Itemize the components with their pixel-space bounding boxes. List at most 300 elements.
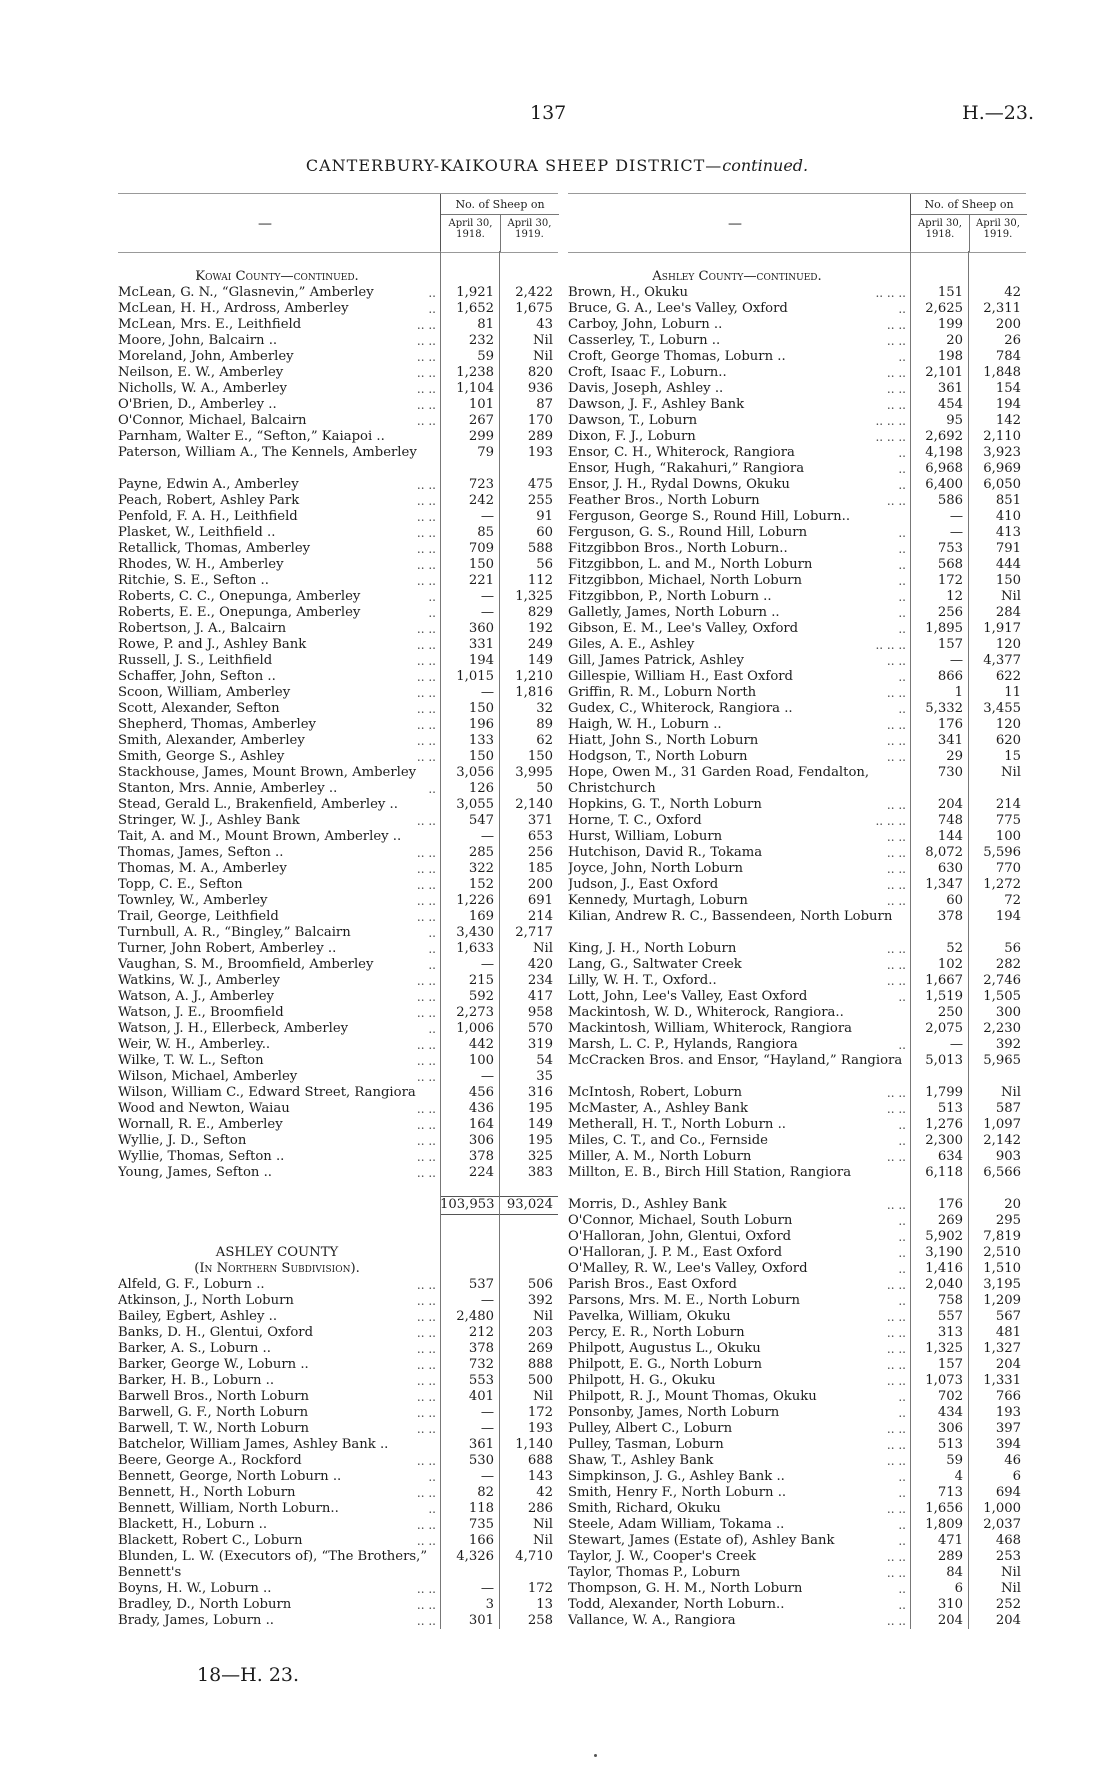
table-row bbox=[568, 1597, 1026, 1613]
page-number: 137 bbox=[530, 102, 567, 124]
leader-dots: .. bbox=[428, 286, 436, 300]
table-row bbox=[568, 429, 1026, 445]
leader-dots: .. .. bbox=[886, 318, 906, 332]
sheep-1919: 54 bbox=[536, 1053, 553, 1068]
leader-dots: .. .. bbox=[886, 398, 906, 412]
holder-name: Barker, George W., Loburn .. bbox=[118, 1357, 309, 1372]
leader-dots: .. .. bbox=[416, 558, 436, 572]
sheep-1918: 59 bbox=[477, 349, 494, 364]
table-row bbox=[118, 333, 558, 349]
holder-name: Retallick, Thomas, Amberley bbox=[118, 541, 311, 556]
leader-dots: .. bbox=[898, 670, 906, 684]
section-heading bbox=[118, 269, 436, 285]
sheep-1919: 282 bbox=[995, 957, 1021, 972]
sheep-1918: 553 bbox=[468, 1373, 494, 1388]
sheep-1919: 193 bbox=[995, 1405, 1021, 1420]
leader-dots: .. .. bbox=[416, 622, 436, 636]
column-1918 bbox=[911, 218, 969, 240]
table-row bbox=[118, 1277, 558, 1293]
holder-name: Pulley, Albert C., Loburn bbox=[568, 1421, 733, 1436]
leader-dots: .. .. bbox=[416, 1582, 436, 1596]
sheep-1918: — bbox=[480, 605, 494, 620]
table-row bbox=[568, 1053, 1026, 1085]
sheep-1919: 1,097 bbox=[983, 1117, 1021, 1132]
spacer-row bbox=[118, 1213, 558, 1229]
holder-name: Casserley, T., Loburn .. bbox=[568, 333, 721, 348]
leader-dots: .. .. bbox=[886, 750, 906, 764]
sheep-1919: 195 bbox=[527, 1133, 553, 1148]
table-row bbox=[118, 1165, 558, 1181]
table-row bbox=[118, 781, 558, 797]
table-row bbox=[118, 1101, 558, 1117]
sheep-1919: 56 bbox=[536, 557, 553, 572]
sheep-1918: 748 bbox=[937, 813, 963, 828]
sheep-1918: 454 bbox=[937, 397, 963, 412]
leader-dots: .. .. bbox=[416, 1486, 436, 1500]
leader-dots: .. .. bbox=[416, 1070, 436, 1084]
sheep-1919: 200 bbox=[527, 877, 553, 892]
table-row bbox=[118, 541, 558, 557]
sheep-1919: 100 bbox=[995, 829, 1021, 844]
table-row bbox=[568, 525, 1026, 541]
sheep-1918: 758 bbox=[937, 1293, 963, 1308]
table-row bbox=[118, 733, 558, 749]
holder-name: Smith, Alexander, Amberley bbox=[118, 733, 305, 748]
leader-dots: .. .. bbox=[416, 1614, 436, 1628]
leader-dots: .. .. bbox=[416, 382, 436, 396]
sheep-1918: 95 bbox=[946, 413, 963, 428]
sheep-1919: Nil bbox=[533, 333, 553, 348]
sheep-1918: 133 bbox=[468, 733, 494, 748]
sheep-1918: 1,226 bbox=[456, 893, 494, 908]
leader-dots: .. .. bbox=[416, 910, 436, 924]
table-row bbox=[568, 1021, 1026, 1037]
sheep-1919: 89 bbox=[536, 717, 553, 732]
table-row bbox=[118, 1613, 558, 1629]
sheep-count-header bbox=[910, 194, 1027, 252]
table-row bbox=[568, 685, 1026, 701]
sheep-1919: 192 bbox=[527, 621, 553, 636]
sheep-1919: 249 bbox=[527, 637, 553, 652]
leader-dots: .. .. bbox=[886, 894, 906, 908]
table-row bbox=[568, 1197, 1026, 1213]
sheep-1918: 1,633 bbox=[456, 941, 494, 956]
column-1918 bbox=[441, 218, 500, 240]
table-row bbox=[568, 1101, 1026, 1117]
sheep-1918: 866 bbox=[937, 669, 963, 684]
leader-dots: .. bbox=[898, 1470, 906, 1484]
table-row bbox=[568, 365, 1026, 381]
sheep-1918: 144 bbox=[937, 829, 963, 844]
sheep-1919: 936 bbox=[527, 381, 553, 396]
sheep-1918: 85 bbox=[477, 525, 494, 540]
table-row bbox=[568, 1469, 1026, 1485]
sheep-count-header bbox=[440, 194, 559, 252]
table-row bbox=[568, 397, 1026, 413]
sheep-1918: 285 bbox=[468, 845, 494, 860]
holder-name: Gill, James Patrick, Ashley bbox=[568, 653, 744, 668]
sheep-1918: 101 bbox=[468, 397, 494, 412]
sheep-1919: 2,110 bbox=[983, 429, 1021, 444]
holder-name: Joyce, John, North Loburn bbox=[568, 861, 744, 876]
leader-dots: .. bbox=[898, 558, 906, 572]
sheep-1918: 289 bbox=[937, 1549, 963, 1564]
table-row bbox=[118, 1389, 558, 1405]
sheep-1919: Nil bbox=[1001, 1565, 1021, 1580]
table-row bbox=[568, 605, 1026, 621]
holder-name: Bruce, G. A., Lee's Valley, Oxford bbox=[568, 301, 788, 316]
leader-dots: .. bbox=[898, 1406, 906, 1420]
table-row bbox=[118, 1021, 558, 1037]
holder-name: McMaster, A., Ashley Bank bbox=[568, 1101, 748, 1116]
holder-name: Ensor, Hugh, “Rakahuri,” Rangiora bbox=[568, 461, 805, 476]
sheep-1919: 1,327 bbox=[983, 1341, 1021, 1356]
sheep-1918: 1,799 bbox=[925, 1085, 963, 1100]
table-row bbox=[568, 1581, 1026, 1597]
sheep-1919: 775 bbox=[995, 813, 1021, 828]
leader-dots: .. .. bbox=[416, 1310, 436, 1324]
holder-name: Weir, W. H., Amberley.. bbox=[118, 1037, 271, 1052]
sheep-1919: 410 bbox=[995, 509, 1021, 524]
sheep-1919: 42 bbox=[1004, 285, 1021, 300]
holder-name: Giles, A. E., Ashley bbox=[568, 637, 695, 652]
leader-dots: .. .. bbox=[416, 1150, 436, 1164]
sheep-1918: — bbox=[480, 1069, 494, 1084]
sheep-1918: 1,347 bbox=[925, 877, 963, 892]
sheep-1919: 258 bbox=[527, 1613, 553, 1628]
leader-dots: .. .. bbox=[416, 638, 436, 652]
title-main: CANTERBURY-KAIKOURA SHEEP DISTRICT— bbox=[305, 156, 723, 175]
table-row bbox=[118, 557, 558, 573]
holder-name: Morris, D., Ashley Bank bbox=[568, 1197, 727, 1212]
holder-name: Judson, J., East Oxford bbox=[568, 877, 719, 892]
sheep-1918: 2,101 bbox=[925, 365, 963, 380]
sheep-1918: 1,809 bbox=[925, 1517, 963, 1532]
leader-dots: .. .. bbox=[416, 654, 436, 668]
holder-name: Fitzgibbon, L. and M., North Loburn bbox=[568, 557, 813, 572]
ink-dot bbox=[594, 1754, 597, 1757]
sheep-1918: 194 bbox=[468, 653, 494, 668]
sheep-1919: 194 bbox=[995, 909, 1021, 924]
leader-dots: .. .. bbox=[416, 734, 436, 748]
sheep-1918: 6,118 bbox=[925, 1165, 963, 1180]
holder-name: Plasket, W., Leithfield .. bbox=[118, 525, 276, 540]
section-heading-text: Kowai County—continued. bbox=[195, 269, 359, 284]
holder-name: Nicholls, W. A., Amberley bbox=[118, 381, 287, 396]
sheep-1918: 378 bbox=[937, 909, 963, 924]
holder-name: Croft, Isaac F., Loburn.. bbox=[568, 365, 727, 380]
leader-dots: .. .. bbox=[886, 718, 906, 732]
leader-dots: .. bbox=[898, 1518, 906, 1532]
sheep-1918: 513 bbox=[937, 1437, 963, 1452]
holder-name: Beere, George A., Rockford bbox=[118, 1453, 302, 1468]
sheep-1919: 142 bbox=[995, 413, 1021, 428]
holder-name: Ensor, J. H., Rydal Downs, Okuku bbox=[568, 477, 790, 492]
leader-dots: .. .. bbox=[416, 862, 436, 876]
table-row bbox=[118, 1085, 558, 1101]
sheep-1918: — bbox=[949, 525, 963, 540]
table-row bbox=[568, 1309, 1026, 1325]
table-row bbox=[568, 1165, 1026, 1197]
sheep-1919: 1,917 bbox=[983, 621, 1021, 636]
holder-name: Peach, Robert, Ashley Park bbox=[118, 493, 300, 508]
table-row bbox=[568, 1261, 1026, 1277]
holder-name: McLean, H. H., Ardross, Amberley bbox=[118, 301, 349, 316]
leader-dots: .. .. bbox=[416, 1038, 436, 1052]
holder-name: Roberts, C. C., Onepunga, Amberley bbox=[118, 589, 361, 604]
table-row bbox=[118, 605, 558, 621]
sheep-1918: 702 bbox=[937, 1389, 963, 1404]
sheep-1919: 587 bbox=[995, 1101, 1021, 1116]
holder-name: Vallance, W. A., Rangiora bbox=[568, 1613, 736, 1628]
sheep-1918: 2,075 bbox=[925, 1021, 963, 1036]
sheep-1919: 295 bbox=[995, 1213, 1021, 1228]
sheep-1918: 256 bbox=[937, 605, 963, 620]
holder-name: Lang, G., Saltwater Creek bbox=[568, 957, 742, 972]
sheep-1919: 958 bbox=[527, 1005, 553, 1020]
holder-name: Alfeld, G. F., Loburn .. bbox=[118, 1277, 265, 1292]
holder-name: Schaffer, John, Sefton .. bbox=[118, 669, 276, 684]
sheep-1918: 360 bbox=[468, 621, 494, 636]
sheep-1918: 5,332 bbox=[925, 701, 963, 716]
leader-dots: .. bbox=[428, 302, 436, 316]
table-row bbox=[568, 1533, 1026, 1549]
table-row bbox=[568, 637, 1026, 653]
sheep-1919: 286 bbox=[527, 1501, 553, 1516]
table-row bbox=[118, 381, 558, 397]
sheep-1919: 1,272 bbox=[983, 877, 1021, 892]
holder-name: McCracken Bros. and Ensor, “Hayland,” Rangiora bbox=[568, 1053, 903, 1068]
header-divider bbox=[500, 214, 501, 252]
holder-name: Horne, T. C., Oxford bbox=[568, 813, 702, 828]
sheep-1918: 5,902 bbox=[925, 1229, 963, 1244]
sheep-1919: 1,331 bbox=[983, 1373, 1021, 1388]
table-row bbox=[118, 1325, 558, 1341]
leader-dots: .. bbox=[428, 1022, 436, 1036]
holder-name: O'Halloran, John, Glentui, Oxford bbox=[568, 1229, 792, 1244]
holder-name: Topp, C. E., Sefton bbox=[118, 877, 243, 892]
holder-name: Scoon, William, Amberley bbox=[118, 685, 291, 700]
sheep-1918: 401 bbox=[468, 1389, 494, 1404]
sheep-1919: 1,848 bbox=[983, 365, 1021, 380]
holder-name: Ponsonby, James, North Loburn bbox=[568, 1405, 780, 1420]
leader-dots: .. .. bbox=[886, 494, 906, 508]
sheep-1918: 1,276 bbox=[925, 1117, 963, 1132]
table-row bbox=[118, 765, 558, 781]
table-row bbox=[118, 493, 558, 509]
holder-name: McLean, Mrs. E., Leithfield bbox=[118, 317, 302, 332]
table-row bbox=[118, 1117, 558, 1133]
leader-dots: .. .. bbox=[416, 686, 436, 700]
table-row bbox=[568, 1613, 1026, 1629]
table-row bbox=[568, 1037, 1026, 1053]
column-1919 bbox=[969, 218, 1027, 240]
leader-dots: .. .. bbox=[416, 1054, 436, 1068]
holder-name: Davis, Joseph, Ashley .. bbox=[568, 381, 724, 396]
leader-dots: .. .. .. bbox=[875, 414, 906, 428]
table-row bbox=[118, 829, 558, 845]
holder-name: Thomas, M. A., Amberley bbox=[118, 861, 287, 876]
sheep-1918: 3,055 bbox=[456, 797, 494, 812]
table-row bbox=[568, 333, 1026, 349]
sheep-1918: 150 bbox=[468, 749, 494, 764]
holder-name: Carboy, John, Loburn .. bbox=[568, 317, 723, 332]
sheep-1919: 2,140 bbox=[515, 797, 553, 812]
sheep-1918: — bbox=[480, 1581, 494, 1596]
sheep-1918: — bbox=[480, 685, 494, 700]
sheep-1918: 471 bbox=[937, 1533, 963, 1548]
table-row bbox=[118, 1373, 558, 1389]
table-row bbox=[568, 1357, 1026, 1373]
table-row bbox=[568, 1149, 1026, 1165]
spacer-row bbox=[118, 1229, 558, 1245]
sheep-1919: 6,969 bbox=[983, 461, 1021, 476]
table-header bbox=[568, 193, 1026, 253]
sheep-1919: 203 bbox=[527, 1325, 553, 1340]
sheep-1919: 417 bbox=[527, 989, 553, 1004]
sheep-1918: 29 bbox=[946, 749, 963, 764]
holder-name: Brown, H., Okuku bbox=[568, 285, 688, 300]
column-1919 bbox=[500, 218, 559, 240]
sheep-1919: 3,995 bbox=[515, 765, 553, 780]
table-row bbox=[568, 445, 1026, 461]
sheep-1918: 456 bbox=[468, 1085, 494, 1100]
sheep-1919: 194 bbox=[995, 397, 1021, 412]
holder-name: Bennett, George, North Loburn .. bbox=[118, 1469, 342, 1484]
sheep-1918: 2,040 bbox=[925, 1277, 963, 1292]
sheep-1918: 378 bbox=[468, 1149, 494, 1164]
sheep-1919: 56 bbox=[1004, 941, 1021, 956]
holder-name: Banks, D. H., Glentui, Oxford bbox=[118, 1325, 314, 1340]
sheep-1918: 172 bbox=[937, 573, 963, 588]
sheep-1919: 62 bbox=[536, 733, 553, 748]
holder-name: Wyllie, J. D., Sefton bbox=[118, 1133, 247, 1148]
table-row bbox=[568, 1389, 1026, 1405]
sheep-1918: — bbox=[949, 653, 963, 668]
sheep-1919: 214 bbox=[995, 797, 1021, 812]
sheep-1918: 306 bbox=[468, 1133, 494, 1148]
holder-name: Wilson, Michael, Amberley bbox=[118, 1069, 298, 1084]
table-row bbox=[568, 701, 1026, 717]
sheep-1918: 103,953 bbox=[440, 1197, 495, 1212]
leader-dots: .. bbox=[428, 590, 436, 604]
leader-dots: .. .. bbox=[416, 990, 436, 1004]
table-row bbox=[118, 621, 558, 637]
sheep-1918: 3,430 bbox=[456, 925, 494, 940]
table-row bbox=[118, 285, 558, 301]
sheep-1919: 688 bbox=[527, 1453, 553, 1468]
rule-left bbox=[440, 251, 441, 1629]
col1-line1: April 30, bbox=[448, 218, 493, 229]
table-row bbox=[118, 909, 558, 925]
sheep-1919: 172 bbox=[527, 1405, 553, 1420]
leader-dots: .. .. .. bbox=[875, 286, 906, 300]
sheep-1919: 284 bbox=[995, 605, 1021, 620]
leader-dots: .. bbox=[898, 590, 906, 604]
sheep-1918: 3,056 bbox=[456, 765, 494, 780]
sheep-1918: 1,895 bbox=[925, 621, 963, 636]
leader-dots: .. bbox=[898, 1134, 906, 1148]
leader-dots: .. .. bbox=[416, 1278, 436, 1292]
table-row bbox=[118, 1517, 558, 1533]
holder-name: Todd, Alexander, North Loburn.. bbox=[568, 1597, 785, 1612]
table-row bbox=[118, 1293, 558, 1309]
sheep-1919: 185 bbox=[527, 861, 553, 876]
holder-name: Roberts, E. E., Onepunga, Amberley bbox=[118, 605, 361, 620]
holder-name: Townley, W., Amberley bbox=[118, 893, 268, 908]
sheep-1919: 195 bbox=[527, 1101, 553, 1116]
sheep-1919: 4,377 bbox=[983, 653, 1021, 668]
sheep-1919: 46 bbox=[1004, 1453, 1021, 1468]
leader-dots: .. .. bbox=[416, 1454, 436, 1468]
sheep-1919: 256 bbox=[527, 845, 553, 860]
leader-dots: .. bbox=[428, 606, 436, 620]
table-row bbox=[568, 653, 1026, 669]
sheep-1919: 35 bbox=[536, 1069, 553, 1084]
sheep-1919: 3,923 bbox=[983, 445, 1021, 460]
holder-name: Wilson, William C., Edward Street, Rangiora bbox=[118, 1085, 416, 1100]
sheep-1919: 20 bbox=[1004, 1197, 1021, 1212]
sheep-1919: 770 bbox=[995, 861, 1021, 876]
table-row bbox=[118, 717, 558, 733]
table-row bbox=[568, 1485, 1026, 1501]
holder-name: Rhodes, W. H., Amberley bbox=[118, 557, 284, 572]
sheep-1918: 301 bbox=[468, 1613, 494, 1628]
holder-name: Robertson, J. A., Balcairn bbox=[118, 621, 287, 636]
sheep-1918: 1,006 bbox=[456, 1021, 494, 1036]
sheep-1918: 52 bbox=[946, 941, 963, 956]
sheep-1919: 1,816 bbox=[515, 685, 553, 700]
sheep-1918: 267 bbox=[468, 413, 494, 428]
sheep-1919: 32 bbox=[536, 701, 553, 716]
sheep-1918: 1,416 bbox=[925, 1261, 963, 1276]
sheep-1919: 784 bbox=[995, 349, 1021, 364]
table-row bbox=[568, 1277, 1026, 1293]
sheep-1919: 5,596 bbox=[983, 845, 1021, 860]
sheep-1918: — bbox=[480, 1421, 494, 1436]
sheep-1918: 709 bbox=[468, 541, 494, 556]
holder-name: Fitzgibbon Bros., North Loburn.. bbox=[568, 541, 788, 556]
table-row bbox=[118, 861, 558, 877]
leader-dots: .. .. .. bbox=[875, 814, 906, 828]
header-dash: — bbox=[258, 216, 272, 232]
sheep-1918: 1,015 bbox=[456, 669, 494, 684]
table-row bbox=[568, 1341, 1026, 1357]
leader-dots: .. .. bbox=[416, 1358, 436, 1372]
sheep-1918: 2,692 bbox=[925, 429, 963, 444]
table-row bbox=[568, 1245, 1026, 1261]
table-row bbox=[568, 1325, 1026, 1341]
leader-dots: .. bbox=[898, 1038, 906, 1052]
table-row bbox=[118, 397, 558, 413]
sheep-1918: 100 bbox=[468, 1053, 494, 1068]
sheep-1918: 313 bbox=[937, 1325, 963, 1340]
table-row bbox=[118, 1069, 558, 1085]
leader-dots: .. .. bbox=[416, 974, 436, 988]
page-title bbox=[0, 156, 1114, 175]
sheep-1919: 567 bbox=[995, 1309, 1021, 1324]
leader-dots: .. .. bbox=[416, 878, 436, 892]
sheep-1918: 310 bbox=[937, 1597, 963, 1612]
sheep-1919: 26 bbox=[1004, 333, 1021, 348]
leader-dots: .. bbox=[898, 462, 906, 476]
holder-name: Vaughan, S. M., Broomfield, Amberley bbox=[118, 957, 374, 972]
table-row bbox=[118, 701, 558, 717]
leader-dots: .. .. bbox=[886, 1566, 906, 1580]
leader-dots: .. .. bbox=[886, 334, 906, 348]
leader-dots: .. .. bbox=[886, 846, 906, 860]
table-row bbox=[118, 669, 558, 685]
